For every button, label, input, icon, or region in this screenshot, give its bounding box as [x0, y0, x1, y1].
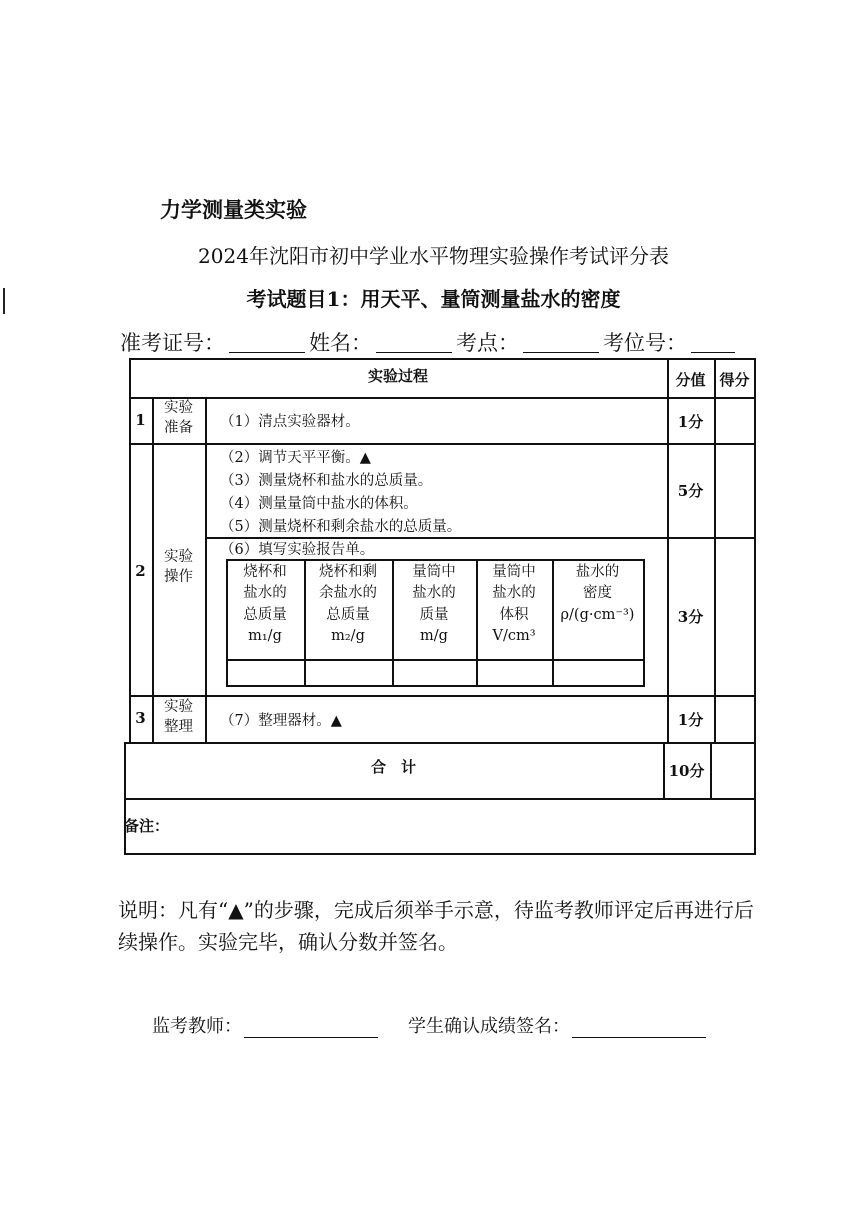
- report-header-line: 盐水的: [243, 585, 287, 602]
- col-header-score: 分值: [675, 371, 706, 389]
- proctor-label: 监考教师：: [152, 1016, 242, 1037]
- report-header-mass-total: [226, 562, 304, 648]
- remarks-label: 备注：: [124, 817, 170, 835]
- section-label-line: 操作: [164, 569, 193, 586]
- report-header-unit: V/cm³: [492, 628, 536, 645]
- row-score: 5分: [677, 482, 704, 500]
- report-header-line: 量筒中: [412, 564, 456, 580]
- seat-field[interactable]: [691, 330, 735, 353]
- candidate-info-line: [120, 323, 765, 357]
- row-number: 3: [135, 709, 146, 727]
- student-signature: [408, 1012, 706, 1038]
- step-text: （1）清点实验器材。: [220, 414, 360, 430]
- row-number: 1: [135, 411, 146, 429]
- proctor-signature-field[interactable]: [244, 1019, 378, 1038]
- report-cell-volume[interactable]: [478, 661, 551, 684]
- table-rule: [129, 397, 756, 399]
- section-label-line: 准备: [164, 420, 193, 437]
- page-title: 2024年沈阳市初中学业水平物理实验操作考试评分表: [198, 244, 669, 268]
- report-header-line: 密度: [583, 585, 612, 602]
- proctor-signature: [152, 1012, 378, 1038]
- section-label-line: 实验: [164, 549, 193, 565]
- table-rule: [129, 443, 756, 445]
- report-header-unit: m₁/g: [248, 628, 282, 645]
- points-cell[interactable]: [716, 445, 753, 536]
- exam-id-label: 准考证号：: [120, 331, 225, 355]
- report-header-unit: ρ/(g·cm⁻³): [560, 606, 635, 623]
- report-header-line: 盐水的: [575, 564, 620, 580]
- report-header-line: 烧杯和: [243, 564, 287, 580]
- report-cell-density[interactable]: [554, 661, 642, 684]
- report-cell-mass[interactable]: [394, 661, 475, 684]
- section-label: [152, 547, 205, 588]
- exam-id-field[interactable]: [229, 330, 305, 353]
- step-text: （3）测量烧杯和盐水的总质量。: [220, 473, 433, 489]
- col-header-process: 实验过程: [367, 367, 428, 385]
- site-field[interactable]: [523, 330, 599, 353]
- report-header-line: 体积: [499, 606, 529, 623]
- report-header-unit: m₂/g: [331, 628, 365, 645]
- report-header-line: 盐水的: [412, 585, 456, 602]
- report-header-line: 烧杯和剩: [319, 564, 377, 580]
- row-score: 1分: [677, 413, 704, 431]
- section-label-line: 实验: [164, 400, 193, 416]
- exam-topic: 考试题目1：用天平、量筒测量盐水的密度: [246, 287, 621, 311]
- report-table-border: [226, 559, 645, 561]
- table-border: [129, 358, 756, 360]
- site-label: 考点：: [456, 331, 519, 355]
- report-header-line: 总质量: [243, 606, 287, 623]
- row-score: 1分: [677, 711, 704, 729]
- report-header-mass-remaining: [304, 562, 392, 648]
- col-header-points: 得分: [719, 371, 750, 389]
- table-rule: [129, 695, 756, 697]
- report-header-volume: [476, 562, 552, 648]
- total-points-cell[interactable]: [712, 744, 753, 797]
- report-header-line: 总质量: [326, 606, 370, 623]
- report-header-line: 量筒中: [492, 564, 536, 580]
- student-signature-field[interactable]: [572, 1019, 706, 1038]
- report-header-unit: m/g: [420, 628, 448, 645]
- step-text: （4）测量量筒中盐水的体积。: [220, 496, 418, 512]
- report-table-border: [226, 685, 645, 687]
- instructions-note: 说明：凡有“▲”的步骤，完成后须举手示意，待监考教师评定后再进行后续操作。实验完毕，确认分数并签名。: [118, 898, 754, 955]
- points-cell[interactable]: [716, 697, 753, 741]
- category-heading: 力学测量类实验: [160, 197, 307, 222]
- table-border: [124, 853, 756, 855]
- table-rule: [124, 742, 756, 744]
- name-field[interactable]: [376, 330, 452, 353]
- step-text: （7）整理器材。▲: [220, 713, 342, 729]
- report-cell-mass-total[interactable]: [228, 661, 303, 684]
- report-cell-mass-remaining[interactable]: [306, 661, 391, 684]
- report-header-line: 余盐水的: [319, 585, 377, 602]
- table-border: [754, 358, 756, 854]
- seat-label: 考位号：: [603, 331, 687, 355]
- step-text: （2）调节天平平衡。▲: [220, 450, 371, 466]
- remarks-field[interactable]: [190, 800, 750, 852]
- row-number: 2: [135, 562, 146, 580]
- student-label: 学生确认成绩签名：: [408, 1016, 570, 1037]
- total-label: 合 计: [370, 758, 416, 776]
- section-label-line: 整理: [164, 719, 193, 736]
- step-text: （5）测量烧杯和剩余盐水的总质量。: [220, 519, 462, 535]
- points-cell[interactable]: [716, 399, 753, 442]
- report-table-border: [643, 559, 645, 686]
- table-rule: [205, 397, 207, 742]
- name-label: 姓名：: [309, 331, 372, 355]
- report-header-mass: [392, 562, 476, 648]
- section-label: [152, 697, 205, 738]
- section-label-line: 实验: [164, 699, 193, 715]
- report-header-density: [552, 562, 643, 626]
- points-cell[interactable]: [716, 539, 753, 694]
- total-score: 10分: [668, 762, 705, 780]
- step-text: （6）填写实验报告单。: [220, 542, 375, 558]
- section-label: [152, 398, 205, 439]
- report-header-line: 质量: [419, 606, 449, 623]
- report-header-line: 盐水的: [492, 585, 536, 602]
- row-score: 3分: [677, 608, 704, 626]
